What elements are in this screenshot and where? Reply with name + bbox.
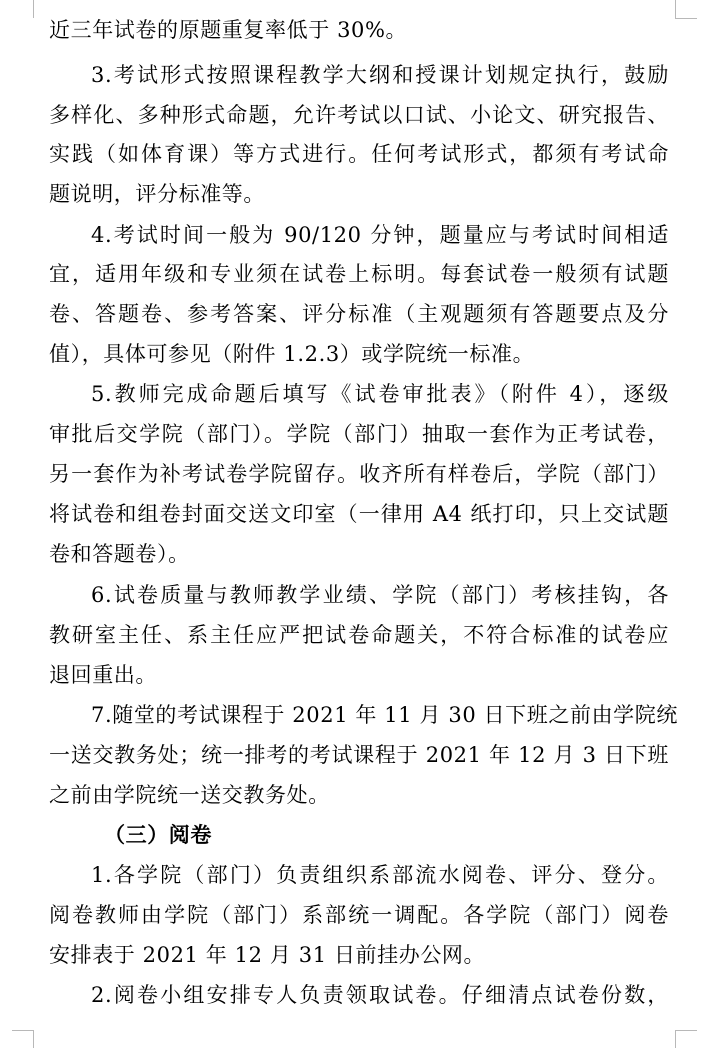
crop-mark-top-right-horizontal xyxy=(675,18,697,19)
paragraph-review-1-line: 安排表于 2021 年 12 月 31 日前挂办公网。 xyxy=(49,943,486,967)
paragraph-5-line: 卷和答题卷）。 xyxy=(49,542,190,566)
paragraph-4-line: 值），具体可参见（附件 1.2.3）或学院统一标准。 xyxy=(49,342,535,366)
paragraph-6-line: 6.试卷质量与教师教学业绩、学院（部门）考核挂钩，各 xyxy=(91,583,669,607)
paragraph-7-line: 之前由学院统一送交教务处。 xyxy=(49,783,330,807)
crop-mark-bottom-right-vertical xyxy=(675,1030,676,1048)
crop-mark-bottom-left-vertical xyxy=(33,1030,34,1048)
crop-mark-bottom-left-horizontal xyxy=(12,1030,34,1031)
paragraph-5-line: 将试卷和组卷封面交送文印室（一律用 A4 纸打印，只上交试题 xyxy=(49,502,669,526)
paragraph-4-line: 4.考试时间一般为 90/120 分钟，题量应与考试时间相适 xyxy=(91,223,669,247)
text-line: 近三年试卷的原题重复率低于 30%。 xyxy=(49,18,408,42)
paragraph-7-line: 7.随堂的考试课程于 2021 年 11 月 30 日下班之前由学院统 xyxy=(91,703,678,727)
paragraph-3-line: 多样化、多种形式命题，允许考试以口试、小论文、研究报告、 xyxy=(49,103,669,127)
paragraph-4-line: 卷、答题卷、参考答案、评分标准（主观题须有答题要点及分 xyxy=(49,302,669,326)
crop-mark-top-right-vertical xyxy=(675,0,676,18)
paragraph-4-line: 宜，适用年级和专业须在试卷上标明。每套试卷一般须有试题 xyxy=(49,262,669,286)
paragraph-3-line: 实践（如体育课）等方式进行。任何考试形式，都须有考试命 xyxy=(49,142,669,166)
paragraph-review-2-line: 2.阅卷小组安排专人负责领取试卷。仔细清点试卷份数， xyxy=(91,983,669,1007)
crop-mark-top-left-vertical xyxy=(33,0,34,18)
paragraph-3-line: 题说明，评分标准等。 xyxy=(49,182,265,206)
paragraph-6-line: 退回重出。 xyxy=(49,663,157,687)
paragraph-review-1-line: 阅卷教师由学院（部门）系部统一调配。各学院（部门）阅卷 xyxy=(49,903,669,927)
paragraph-3-line: 3.考试形式按照课程教学大纲和授课计划规定执行，鼓励 xyxy=(91,63,669,87)
paragraph-review-1-line: 1.各学院（部门）负责组织系部流水阅卷、评分、登分。 xyxy=(91,863,669,887)
paragraph-5-line: 另一套作为补考试卷学院留存。收齐所有样卷后，学院（部门） xyxy=(49,462,669,486)
paragraph-5-line: 5.教师完成命题后填写《试卷审批表》（附件 4），逐级 xyxy=(91,382,669,406)
crop-mark-bottom-right-horizontal xyxy=(675,1030,697,1031)
paragraph-5-line: 审批后交学院（部门）。学院（部门）抽取一套作为正考试卷， xyxy=(49,422,669,446)
section-heading: （三）阅卷 xyxy=(104,822,212,847)
paragraph-7-line: 一送交教务处；统一排考的考试课程于 2021 年 12 月 3 日下班 xyxy=(49,743,669,767)
paragraph-6-line: 教研室主任、系主任应严把试卷命题关，不符合标准的试卷应 xyxy=(49,623,669,647)
